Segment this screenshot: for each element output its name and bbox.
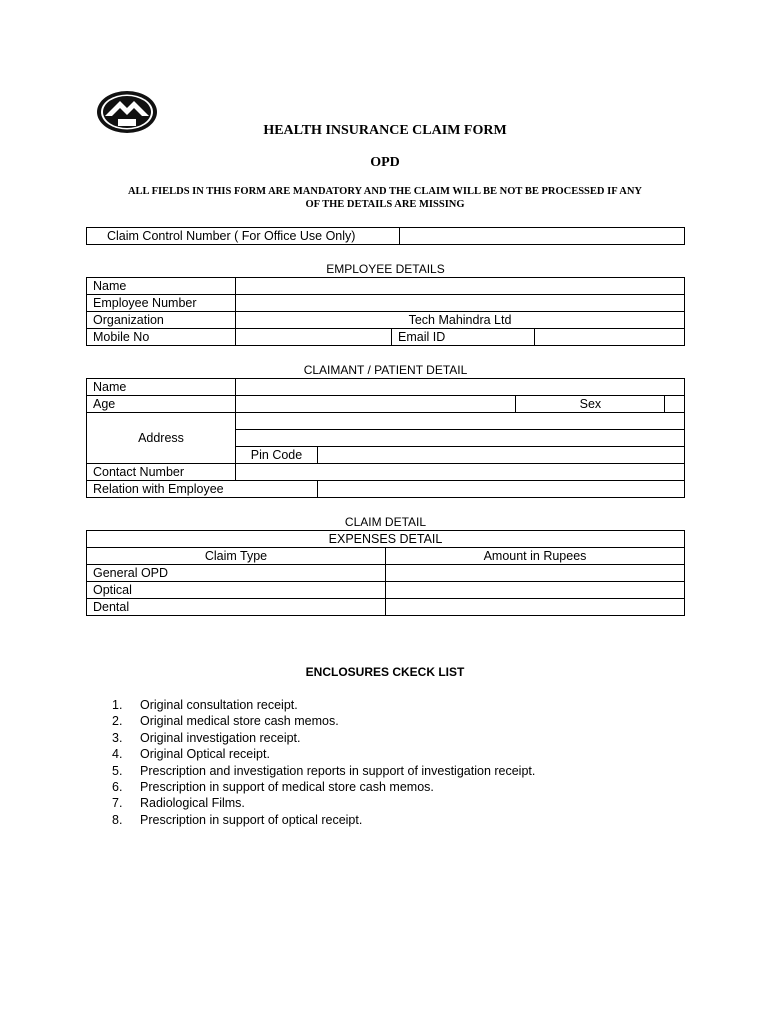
employee-details-heading: EMPLOYEE DETAILS [326,262,445,276]
list-item-number: 2. [112,714,123,729]
age-label: Age [87,396,236,413]
form-title: HEALTH INSURANCE CLAIM FORM [263,123,507,138]
list-item [112,713,535,729]
list-item [112,795,535,811]
address-label: Address [87,413,236,464]
list-item-number: 4. [112,747,123,762]
relation-label: Relation with Employee [87,481,318,498]
claimant-name-label: Name [87,379,236,396]
list-item-number: 8. [112,812,123,827]
mandatory-notice [95,185,675,211]
email-field[interactable] [535,329,685,346]
claim-control-table [86,227,685,245]
claim-detail-heading: CLAIM DETAIL [344,515,427,529]
employee-number-field[interactable] [236,295,685,312]
age-field[interactable] [236,396,516,413]
employee-number-label: Employee Number [87,295,236,312]
expenses-detail-heading: EXPENSES DETAIL [87,531,685,548]
list-item-number: 5. [112,763,123,778]
organization-value: Tech Mahindra Ltd [236,312,685,329]
list-item-text: Prescription in support of medical store cash memos. [140,780,434,795]
address-line-1[interactable] [236,413,685,430]
claim-type-optical: Optical [87,582,386,599]
list-item [112,812,535,828]
list-item-text: Prescription and investigation reports in support of investigation receipt. [140,763,536,778]
amount-optical-field[interactable] [386,582,685,599]
list-item-text: Prescription in support of optical receipt. [140,812,363,827]
claimant-details-heading: CLAIMANT / PATIENT DETAIL [303,363,468,377]
notice-line-2: OF THE DETAILS ARE MISSING [305,199,465,210]
form-subtitle: OPD [370,155,400,170]
mobile-field[interactable] [236,329,392,346]
sex-label: Sex [516,396,665,413]
list-item [112,730,535,746]
employee-name-label: Name [87,278,236,295]
claim-detail-table [86,530,685,616]
list-item-text: Original consultation receipt. [140,698,298,712]
contact-number-label: Contact Number [87,464,236,481]
list-item [112,697,535,713]
enclosures-heading: ENCLOSURES CKECK LIST [305,665,465,679]
list-item-number: 3. [112,730,123,745]
list-item-number: 6. [112,780,123,795]
employee-name-field[interactable] [236,278,685,295]
list-item-text: Original Optical receipt. [140,747,270,762]
pincode-label: Pin Code [236,447,318,464]
list-item [112,779,535,795]
address-line-2[interactable] [236,430,685,447]
organization-label: Organization [87,312,236,329]
list-item [112,746,535,762]
amount-dental-field[interactable] [386,599,685,616]
enclosures-list [112,697,535,828]
list-item-text: Original medical store cash memos. [140,714,339,729]
relation-field[interactable] [318,481,685,498]
sex-field[interactable] [665,396,685,413]
claim-type-dental: Dental [87,599,386,616]
employee-details-table [86,277,685,346]
amount-header: Amount in Rupees [386,548,685,565]
amount-general-opd-field[interactable] [386,565,685,582]
claim-type-general-opd: General OPD [87,565,386,582]
claimant-name-field[interactable] [236,379,685,396]
claim-control-label: Claim Control Number ( For Office Use Only) [87,228,400,245]
claimant-details-table [86,378,685,498]
claim-control-field[interactable] [400,228,685,245]
mobile-label: Mobile No [87,329,236,346]
list-item-text: Radiological Films. [140,796,245,811]
pincode-field[interactable] [318,447,685,464]
list-item [112,763,535,779]
list-item-number: 1. [112,698,123,712]
notice-line-1: ALL FIELDS IN THIS FORM ARE MANDATORY AND THE CLAIM WILL BE NOT BE PROCESSED IF ANY [127,186,643,197]
list-item-number: 7. [112,796,123,811]
email-label: Email ID [392,329,535,346]
contact-number-field[interactable] [236,464,685,481]
list-item-text: Original investigation receipt. [140,730,301,745]
claim-type-header: Claim Type [87,548,386,565]
